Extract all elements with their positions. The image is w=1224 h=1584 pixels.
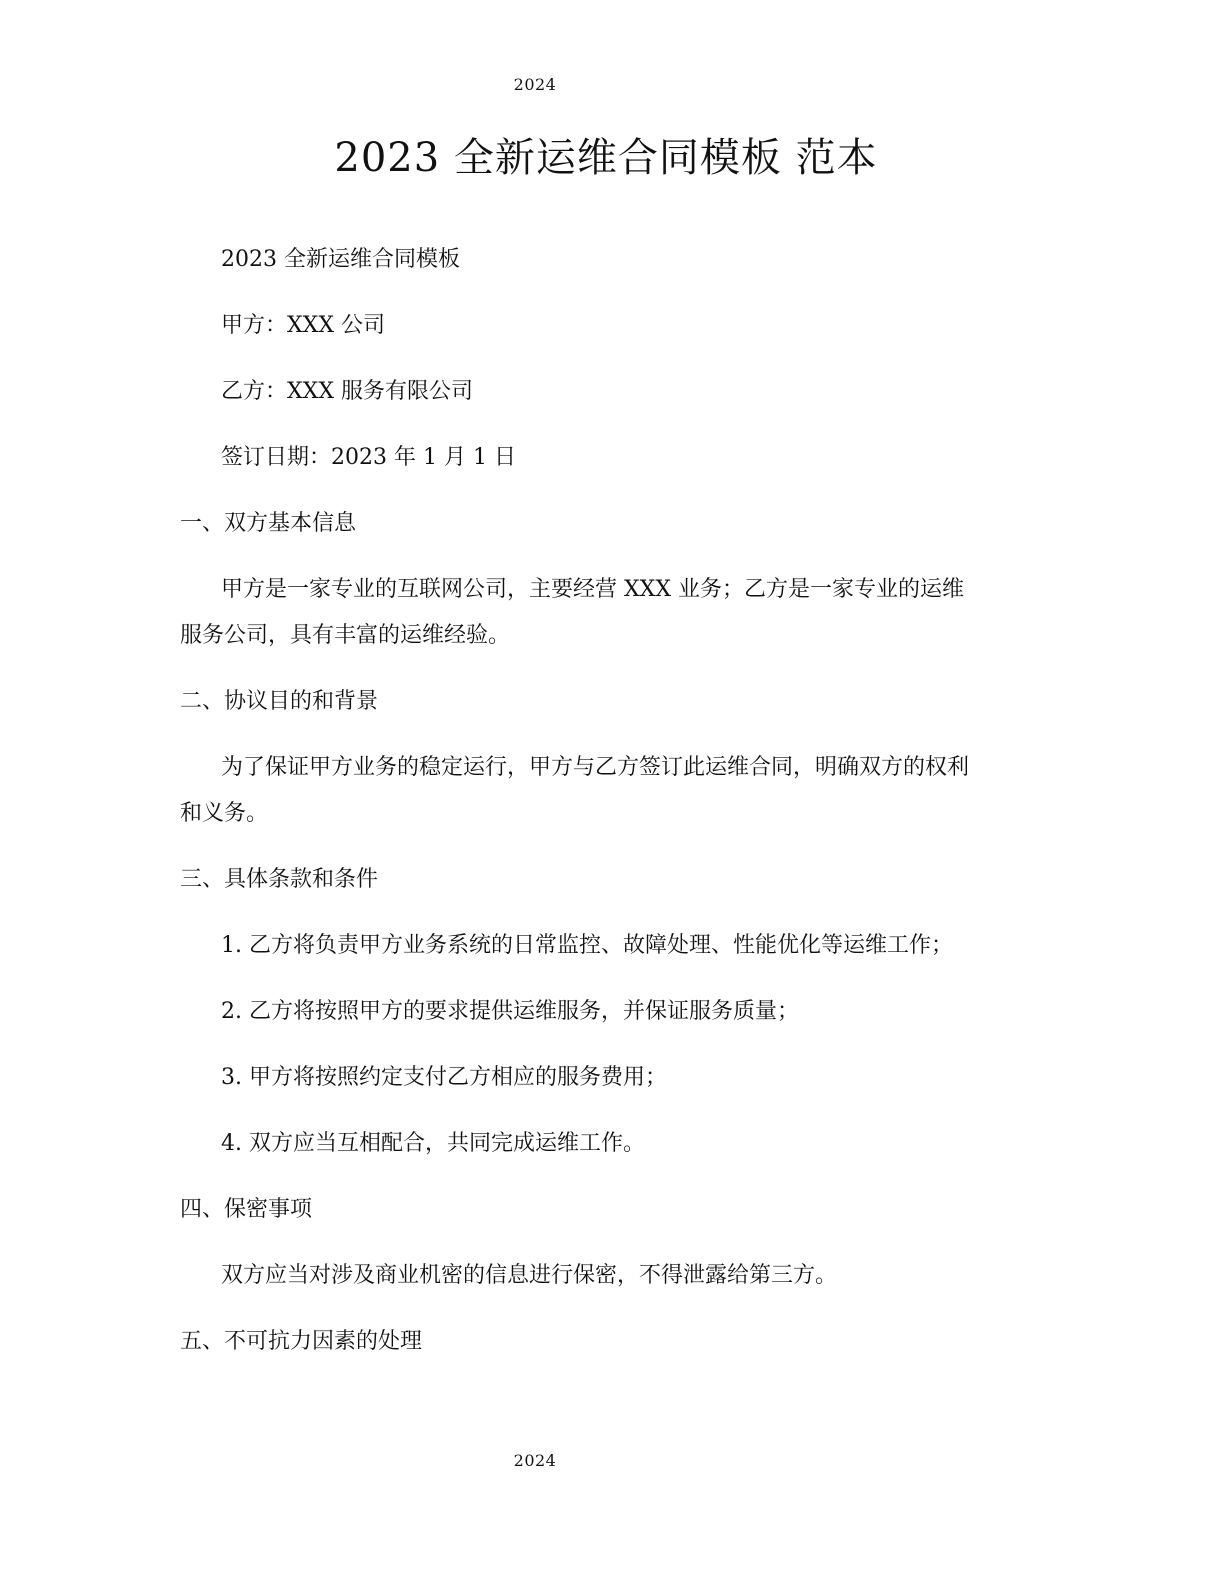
paragraph-line: 和义务。: [180, 801, 269, 826]
paragraph-line: 双方应当对涉及商业机密的信息进行保密，不得泄露给第三方。: [221, 1263, 838, 1288]
document-title: 2023 全新运维合同模板 范本: [334, 135, 878, 181]
list-item: 1. 乙方将负责甲方业务系统的日常监控、故障处理、性能优化等运维工作；: [221, 933, 953, 958]
page-footer: 2024: [513, 1451, 557, 1470]
subtitle: 2023 全新运维合同模板: [221, 247, 460, 272]
section-heading: 四、保密事项: [180, 1197, 313, 1222]
party-b: 乙方：XXX 服务有限公司: [221, 379, 473, 404]
list-item: 2. 乙方将按照甲方的要求提供运维服务，并保证服务质量；: [221, 999, 799, 1024]
list-item: 3. 甲方将按照约定支付乙方相应的服务费用；: [221, 1065, 667, 1090]
section-heading: 一、双方基本信息: [180, 511, 357, 536]
section-heading: 二、协议目的和背景: [180, 689, 379, 714]
section-heading: 五、不可抗力因素的处理: [180, 1329, 423, 1354]
paragraph-line: 为了保证甲方业务的稳定运行，甲方与乙方签订此运维合同，明确双方的权利: [221, 755, 970, 780]
document-body: [180, 243, 1040, 1359]
page-header: 2024: [513, 75, 557, 94]
list-item: 4. 双方应当互相配合，共同完成运维工作。: [221, 1131, 645, 1156]
party-a: 甲方：XXX 公司: [221, 313, 385, 338]
section-heading: 三、具体条款和条件: [180, 867, 379, 892]
sign-date: 签订日期：2023 年 1 月 1 日: [221, 445, 516, 470]
paragraph-line: 甲方是一家专业的互联网公司，主要经营 XXX 业务；乙方是一家专业的运维: [221, 577, 964, 602]
paragraph-line: 服务公司，具有丰富的运维经验。: [180, 623, 511, 648]
